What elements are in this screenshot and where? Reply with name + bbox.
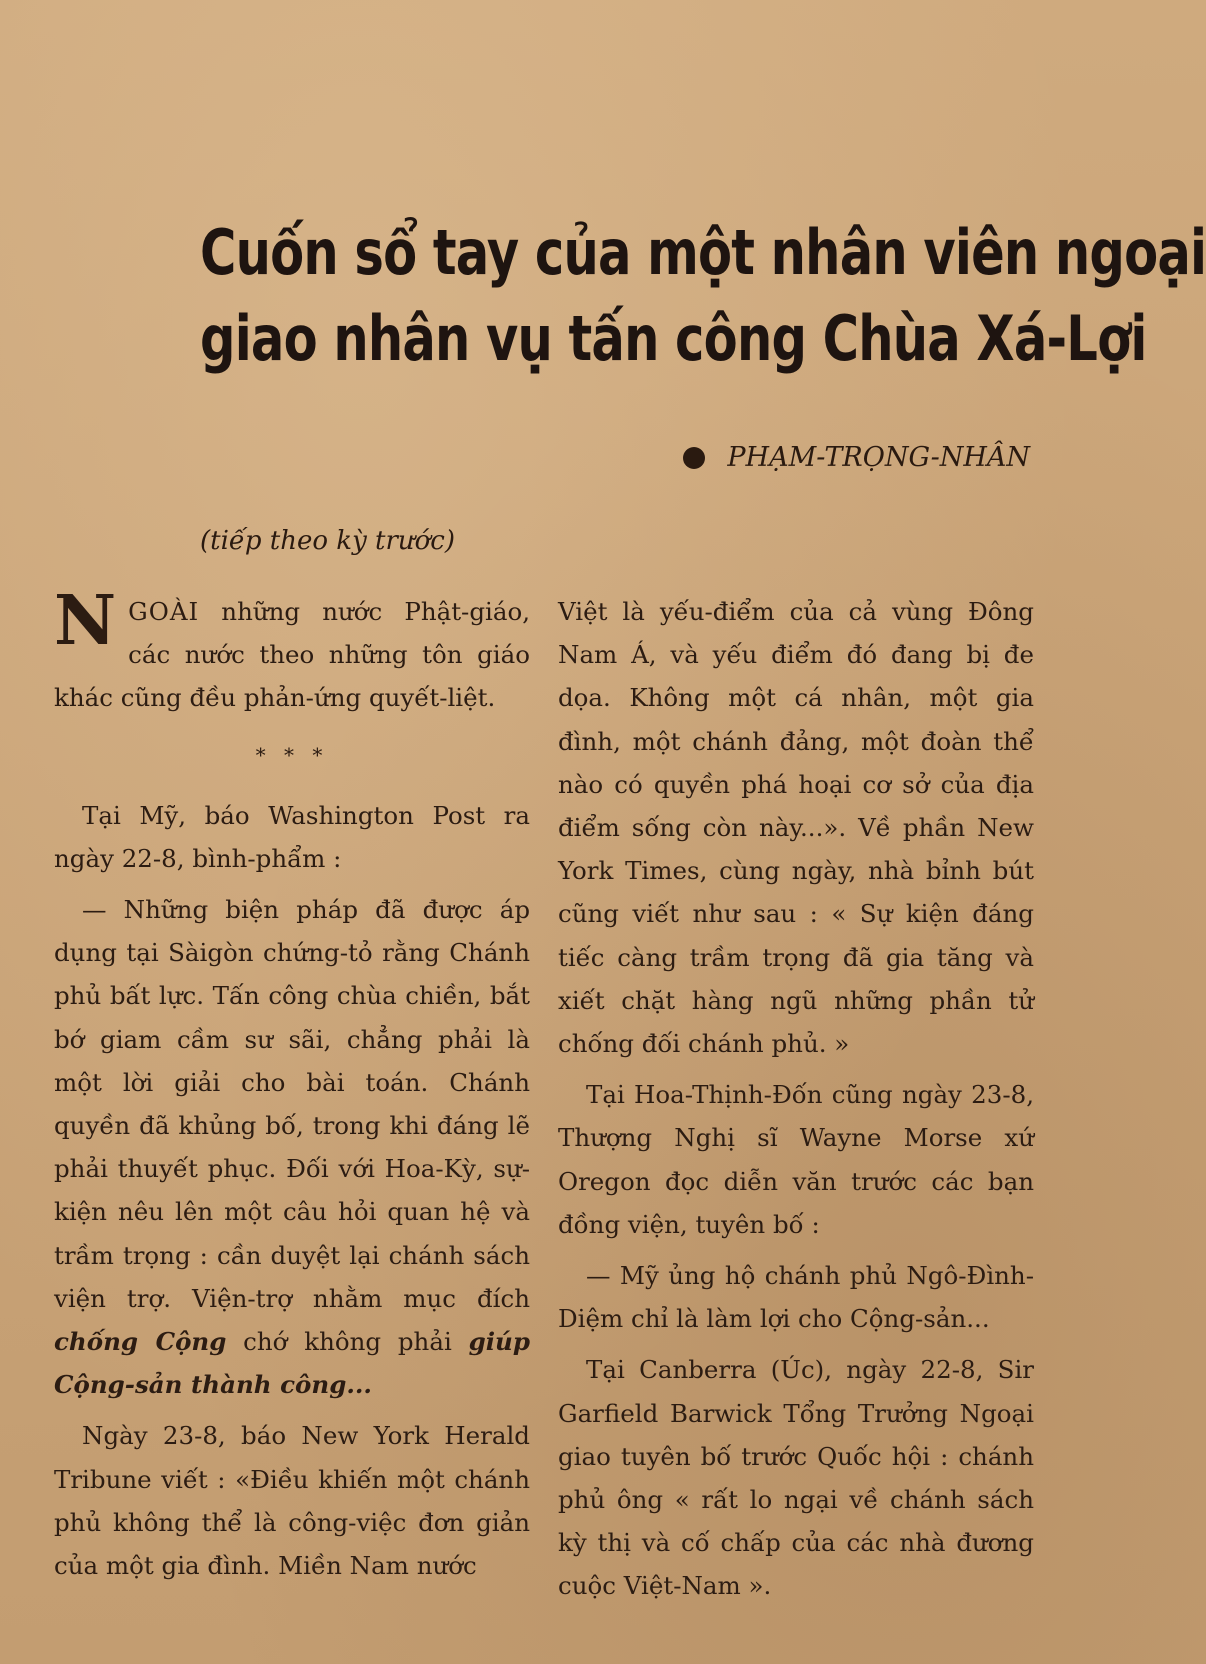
emphasis-giup-cong-san: giúp Cộng-sản thành công... xyxy=(54,1327,530,1400)
intro-text: những nước Phật-giáo, các nước theo những tôn giáo khác cũng đều phản-ứng quyết-liệt. xyxy=(54,597,530,713)
quote-wp-mid: chớ không phải xyxy=(226,1327,469,1357)
paragraph-herald-tribune: Ngày 23-8, báo New York Herald Tribune viết : «Điều khiến một chánh phủ không thể là công-việc đơn giản của một gia đình. Miền Nam nước xyxy=(54,1421,530,1581)
first-word: GOÀI xyxy=(128,597,200,626)
byline xyxy=(683,442,1030,473)
left-column xyxy=(54,581,530,1595)
emphasis-chong-cong: chống Cộng xyxy=(54,1327,227,1357)
section-separator: * * * xyxy=(255,742,329,767)
paragraph-canberra: Tại Canberra (Úc), ngày 22-8, Sir Garfield Barwick Tổng Trưởng Ngoại giao tuyên bố trước Quốc hội : chánh phủ ông « rất lo ngại về chánh sách kỳ thị và cố chấp của các nhà đương cuộc Việt-Nam ». xyxy=(558,1355,1034,1601)
author-name: PHẠM-TRỌNG-NHÂN xyxy=(727,442,1030,473)
paragraph-wayne-morse: Tại Hoa-Thịnh-Đốn cũng ngày 23-8, Thượng Nghị sĩ Wayne Morse xứ Oregon đọc diễn văn trước các bạn đồng viện, tuyên bố : xyxy=(558,1080,1034,1239)
quote-wp-text: — Những biện pháp đã được áp dụng tại Sàigòn chứng-tỏ rằng Chánh phủ bất lực. Tấn công chùa chiền, bắt bớ giam cầm sư sãi, chẳng phải là một lời giải cho bài toán. Chánh quyền đã khủng bố, trong khi đáng lẽ phải thuyết phục. Đối với Hoa-Kỳ, sự-kiện nêu lên một câu hỏi quan hệ và trầm trọng : cần duyệt lại chánh sách viện trợ. Viện-trợ nhằm mục đích xyxy=(54,895,530,1313)
title-line-1: Cuốn sổ tay của một nhân viên ngoại xyxy=(200,216,1206,289)
paragraph-quote-wp xyxy=(54,888,530,1406)
title-line-2: giao nhân vụ tấn công Chùa Xá-Lợi xyxy=(200,302,1147,375)
paragraph-intro xyxy=(54,581,530,720)
drop-cap: N xyxy=(54,581,117,661)
bullet-icon xyxy=(683,447,705,469)
paragraph-continuation: Việt là yếu-điểm của cả vùng Đông Nam Á, và yếu điểm đó đang bị đe dọa. Không một cá nhân, một gia đình, một chánh đảng, một đoàn thể nào có quyền phá hoại cơ sở của địa điểm sống còn này...». Về phần New York Times, cùng ngày, nhà bỉnh bút cũng viết như sau : « Sự kiện đáng tiếc càng trầm trọng đã gia tăng và xiết chặt hàng ngũ những phần tử chống đối chánh phủ. » xyxy=(558,597,1034,1059)
paragraph-washington-post: Tại Mỹ, báo Washington Post ra ngày 22-8, bình-phẩm : xyxy=(54,800,530,873)
right-column xyxy=(558,590,1034,1616)
continued-note: (tiếp theo kỳ trước) xyxy=(200,526,455,556)
paragraph-morse-quote: — Mỹ ủng hộ chánh phủ Ngô-Đình-Diệm chỉ là làm lợi cho Cộng-sản... xyxy=(558,1261,1034,1334)
article-title xyxy=(200,210,1206,382)
